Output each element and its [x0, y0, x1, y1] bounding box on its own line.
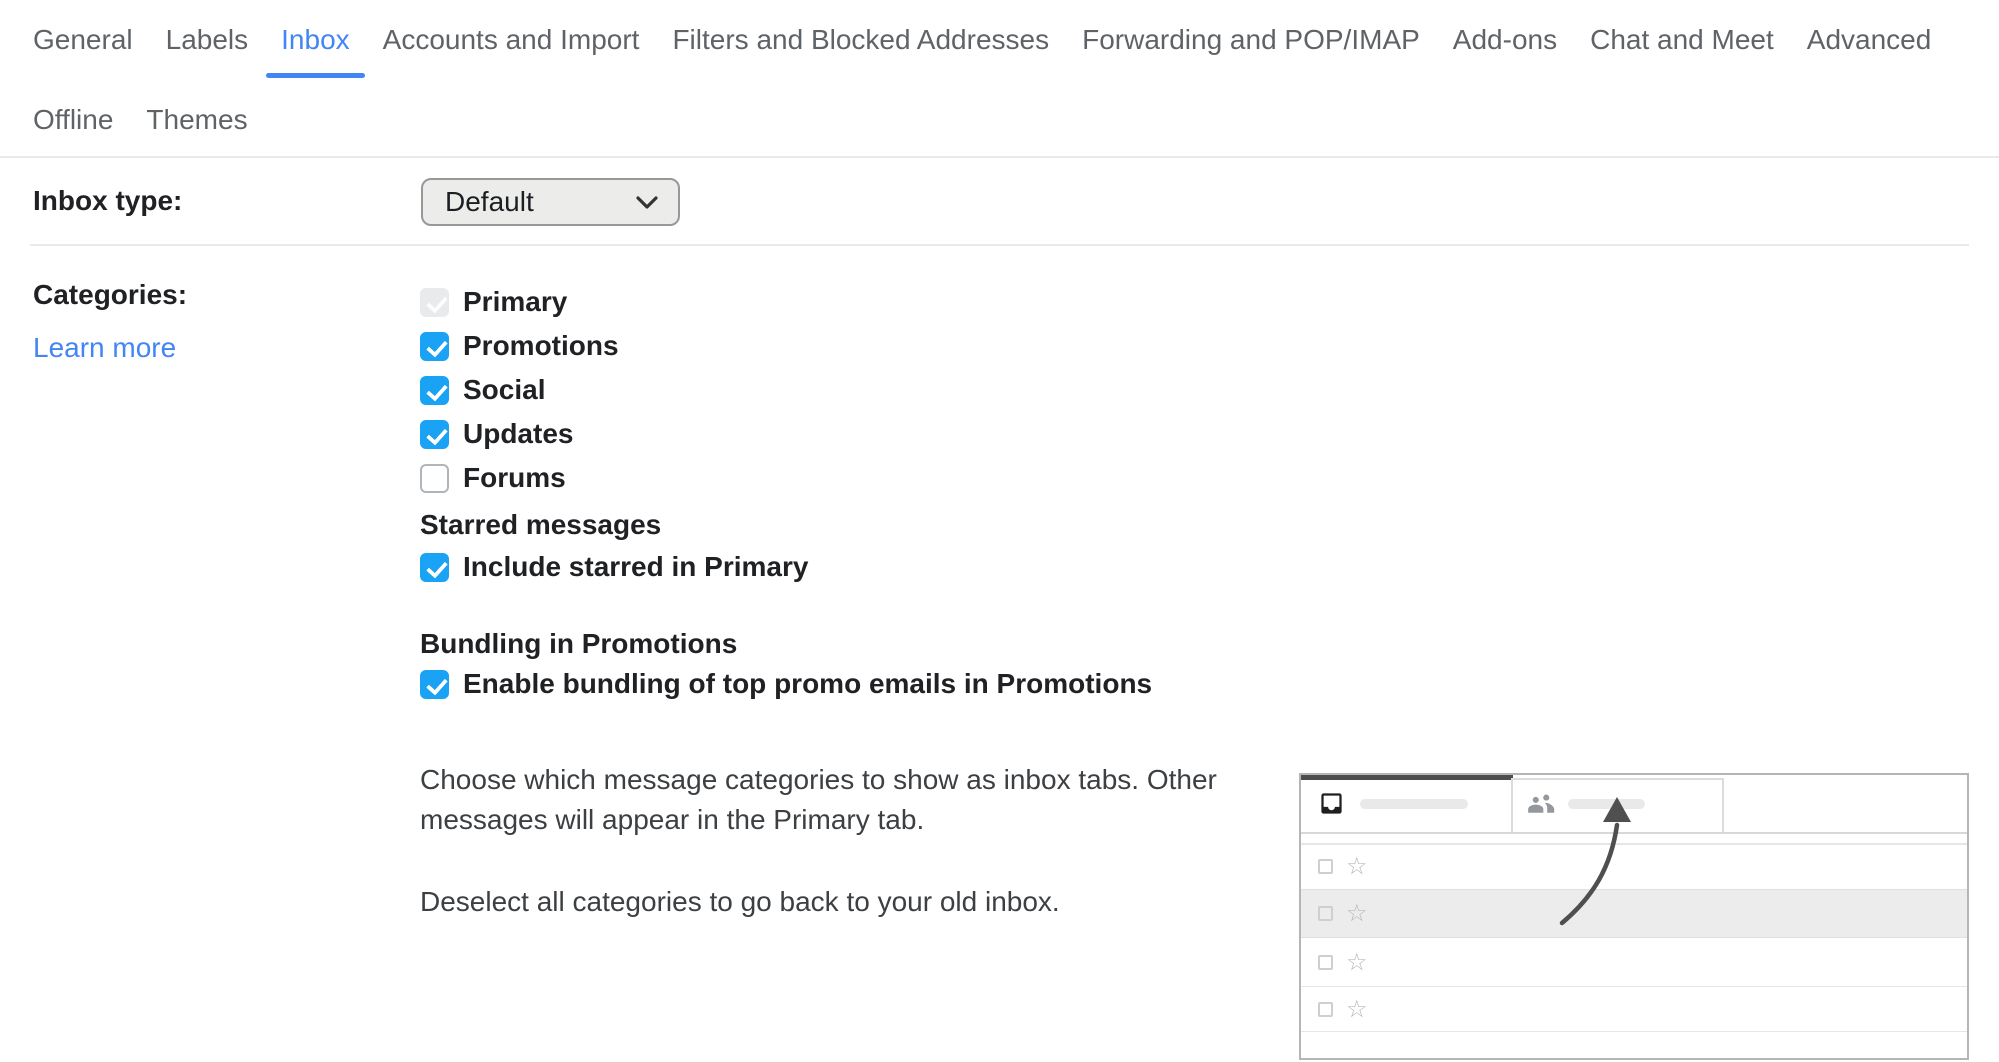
star-icon: ☆ — [1346, 899, 1368, 927]
checkbox-promotions[interactable] — [420, 332, 449, 361]
inbox-type-label: Inbox type: — [33, 185, 183, 216]
tab-chat-and-meet[interactable]: Chat and Meet — [1590, 24, 1774, 55]
nav-divider — [0, 156, 1999, 158]
tab-labels[interactable]: Labels — [165, 24, 249, 55]
inbox-tabs-illustration — [1299, 773, 1969, 1060]
star-icon: ☆ — [1346, 994, 1368, 1023]
checkbox-label[interactable]: Enable bundling of top promo emails in Promotions — [463, 668, 1153, 699]
starred-option-row[interactable] — [420, 551, 808, 583]
checkbox-label[interactable]: Social — [463, 374, 546, 405]
checkbox-label[interactable]: Updates — [463, 418, 574, 449]
row-checkbox — [1318, 859, 1333, 874]
illustration-email-row-highlighted — [1301, 889, 1967, 938]
illustration-email-row — [1301, 844, 1967, 889]
learn-more-link[interactable]: Learn more — [33, 332, 177, 363]
category-row-updates[interactable] — [420, 412, 619, 456]
tab-advanced[interactable]: Advanced — [1806, 24, 1932, 55]
inbox-tray-icon — [1318, 790, 1345, 817]
checkbox-label[interactable]: Include starred in Primary — [463, 551, 809, 582]
categories-label: Categories: — [33, 279, 188, 310]
illustration-active-tab-bar — [1301, 775, 1513, 780]
row-checkbox — [1318, 906, 1333, 921]
checkbox-enable-bundling[interactable] — [420, 670, 449, 699]
checkbox-label[interactable]: Primary — [463, 286, 568, 317]
tab-themes[interactable]: Themes — [146, 104, 248, 135]
checkbox-include-starred[interactable] — [420, 553, 449, 582]
category-row-primary[interactable] — [420, 280, 619, 324]
categories-description: Choose which message categories to show as inbox tabs. Other messages will appear in the Primary tab. — [420, 764, 1217, 835]
deselect-description: Deselect all categories to go back to your old inbox. — [420, 886, 1060, 917]
tab-offline[interactable]: Offline — [33, 104, 114, 135]
tab-label-placeholder — [1568, 799, 1645, 809]
checkbox-label[interactable]: Forums — [463, 462, 566, 493]
star-icon: ☆ — [1346, 852, 1368, 880]
starred-messages-heading: Starred messages — [420, 509, 662, 540]
inbox-type-selected-value: Default — [445, 186, 534, 217]
people-icon — [1527, 794, 1555, 814]
tab-accounts-and-import[interactable]: Accounts and Import — [382, 24, 640, 55]
row-checkbox — [1318, 955, 1333, 970]
chevron-down-icon — [636, 196, 658, 209]
settings-tab-bar — [33, 18, 1931, 62]
bundling-option-row[interactable] — [420, 668, 1152, 700]
section-divider — [30, 244, 1969, 246]
tab-general[interactable]: General — [33, 24, 133, 55]
checkbox-social[interactable] — [420, 376, 449, 405]
bundling-heading: Bundling in Promotions — [420, 628, 738, 659]
illustration-tabs-bottom-border — [1301, 832, 1967, 834]
tab-inbox[interactable]: Inbox — [281, 18, 350, 62]
category-row-social[interactable] — [420, 368, 619, 412]
star-icon: ☆ — [1346, 947, 1368, 976]
row-checkbox — [1318, 1002, 1333, 1017]
checkbox-forums[interactable] — [420, 464, 449, 493]
tab-forwarding-and-pop-imap[interactable]: Forwarding and POP/IMAP — [1082, 24, 1420, 55]
inbox-type-select[interactable] — [421, 178, 680, 226]
checkbox-updates[interactable] — [420, 420, 449, 449]
settings-tab-bar-row2 — [33, 98, 248, 142]
category-options — [420, 280, 619, 500]
tab-add-ons[interactable]: Add-ons — [1452, 24, 1558, 55]
illustration-email-row — [1301, 986, 1967, 1032]
illustration-email-row — [1301, 938, 1967, 986]
checkbox-primary[interactable] — [420, 288, 449, 317]
category-row-promotions[interactable] — [420, 324, 619, 368]
checkbox-label[interactable]: Promotions — [463, 330, 619, 361]
tab-label-placeholder — [1360, 799, 1468, 809]
tab-filters-and-blocked-addresses[interactable]: Filters and Blocked Addresses — [672, 24, 1050, 55]
category-row-forums[interactable] — [420, 456, 619, 500]
